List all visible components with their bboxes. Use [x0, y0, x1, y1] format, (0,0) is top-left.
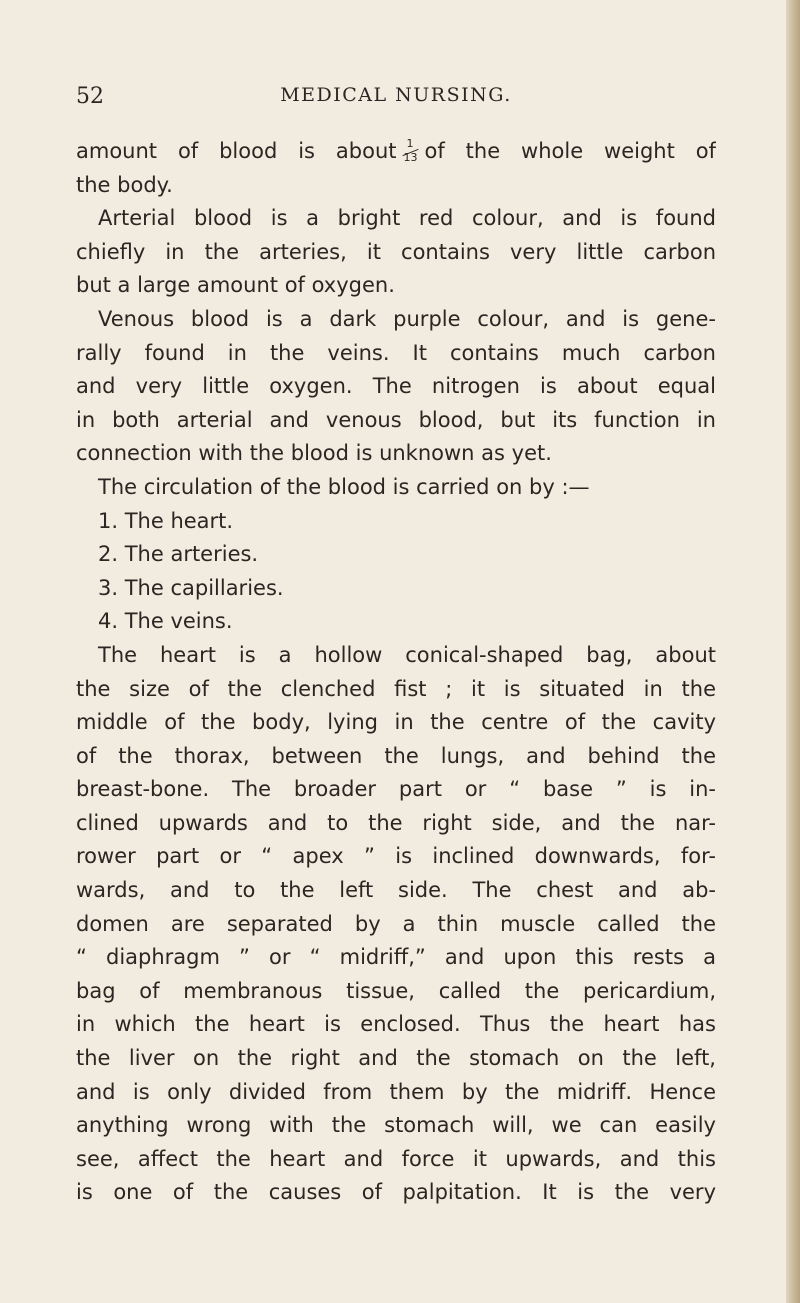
page-number: 52	[76, 84, 104, 109]
page-edge	[786, 0, 800, 1303]
body-text	[76, 135, 716, 1210]
paragraph-arterial: Arterial blood is a bright red colour, and is found	[98, 206, 716, 231]
list-item-veins: 4. The veins.	[98, 609, 233, 634]
text-line-25: “ diaphragm ” or “ midriff,” and upon this rests a	[76, 945, 716, 970]
text-line-17: the size of the clenched fist ; it is situated in the	[76, 676, 716, 701]
running-title: MEDICAL NURSING.	[280, 84, 512, 106]
text-line-2: the body.	[76, 172, 173, 197]
text-line-32: is one of the causes of palpitation. It is the very	[76, 1180, 716, 1205]
text-line-27: in which the heart is enclosed. Thus the heart has	[76, 1012, 716, 1037]
text-line-18: middle of the body, lying in the centre of the cavity	[76, 710, 716, 735]
text-line-26: bag of membranous tissue, called the pericardium,	[76, 978, 716, 1003]
paragraph-venous: Venous blood is a dark purple colour, and is gene-	[98, 306, 716, 331]
text-line-22: rower part or “ apex ” is inclined downwards, for-	[76, 844, 716, 869]
text-line-29: and is only divided from them by the midriff. Hence	[76, 1079, 716, 1104]
text-line-24: domen are separated by a thin muscle called the	[76, 911, 716, 936]
text-line-20: breast-bone. The broader part or “ base ” is in-	[76, 777, 716, 802]
text-line-10: connection with the blood is unknown as yet.	[76, 441, 552, 466]
text-line-21: clined upwards and to the right side, and the nar-	[76, 810, 716, 835]
text-line-28: the liver on the right and the stomach on the left,	[76, 1046, 716, 1071]
text-line-5: but a large amount of oxygen.	[76, 273, 395, 298]
page-header	[76, 84, 716, 114]
list-item-capillaries: 3. The capillaries.	[98, 575, 284, 600]
text-line-9: in both arterial and venous blood, but its function in	[76, 407, 716, 432]
text-line-30: anything wrong with the stomach will, we can easily	[76, 1113, 716, 1138]
paragraph-heart: The heart is a hollow conical-shaped bag, about	[98, 642, 716, 667]
list-item-heart: 1. The heart.	[98, 508, 234, 533]
text-line-19: of the thorax, between the lungs, and behind the	[76, 743, 716, 768]
paragraph-circulation: The circulation of the blood is carried on by :—	[98, 474, 590, 499]
text-line-31: see, affect the heart and force it upwards, and this	[76, 1146, 716, 1171]
text-line-4: chiefly in the arteries, it contains very little carbon	[76, 239, 716, 264]
fraction-one-thirteenth: 1 13	[403, 137, 418, 164]
text-line-23: wards, and to the left side. The chest and ab-	[76, 878, 716, 903]
text-line-8: and very little oxygen. The nitrogen is about equal	[76, 374, 716, 399]
text-line-1: amount of blood is about 1 13 of the whole weight of	[76, 137, 716, 164]
text-line-7: rally found in the veins. It contains much carbon	[76, 340, 716, 365]
list-item-arteries: 2. The arteries.	[98, 542, 259, 567]
